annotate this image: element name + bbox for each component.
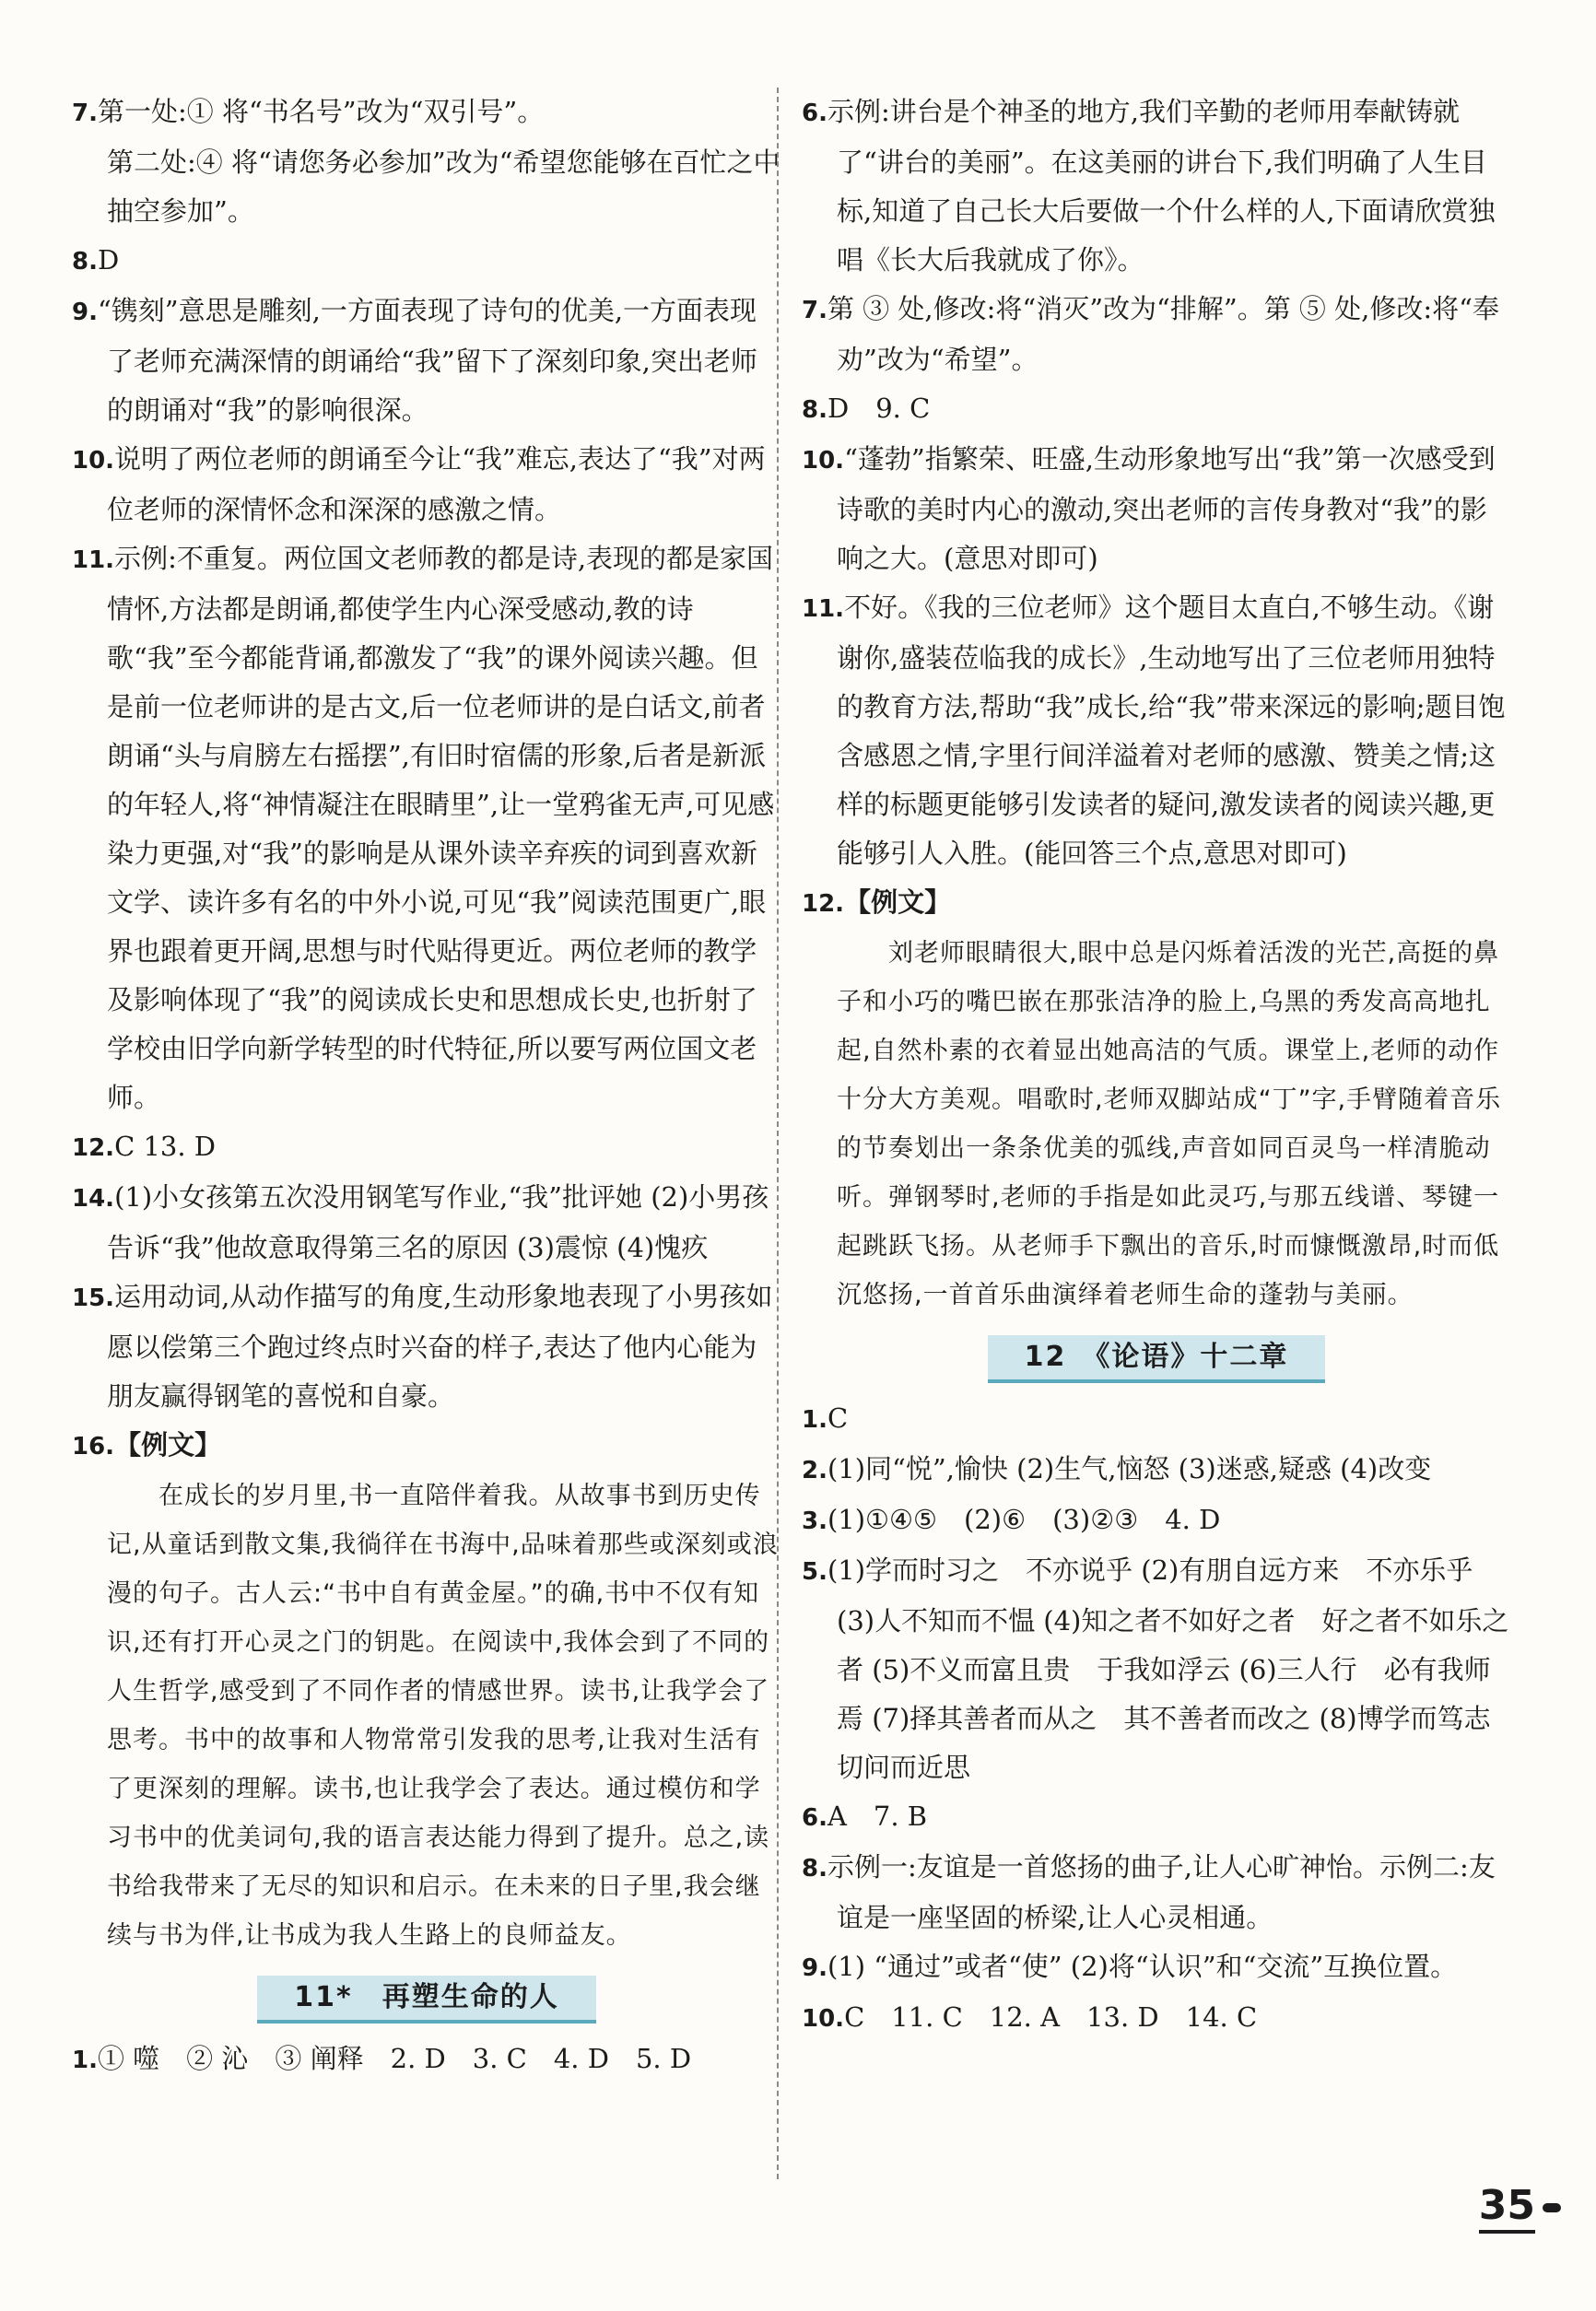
answer-text: 不好。《我的三位老师》这个题目太直白,不够生动。《谢谢你,盛装莅临我的成长》,生动地写出了三位老师用独特的教育方法,帮助“我”成长,给“我”带来深远的影响;题目饱含感恩之情,字里行间洋溢着对老师的感激、赞美之情;这样的标题更能够引发读者的疑问,激发读者的阅读兴趣,更能够引人入胜。(能回答三个点,意思对即可)	[837, 592, 1506, 869]
answer-number: 15.	[72, 1285, 115, 1312]
answer-text: 第 ③ 处,修改:将“消灭”改为“排解”。第 ⑤ 处,修改:将“奉劝”改为“希望”。	[827, 293, 1499, 375]
right-column	[802, 88, 1518, 2044]
answer-8	[802, 384, 1511, 435]
answer-2	[802, 1445, 1511, 1496]
answer-text: C 11. C 12. A 13. D 14. C	[844, 2001, 1258, 2033]
answer-16	[72, 1421, 781, 1472]
answer-text: 【例文】	[844, 886, 952, 918]
answer-number: 5.	[802, 1558, 827, 1586]
answer-text: C	[827, 1402, 849, 1434]
page-number	[1479, 2182, 1561, 2234]
answer-number: 8.	[802, 1855, 827, 1883]
answer-text: (1) “通过”或者“使” (2)将“认识”和“交流”互换位置。	[827, 1951, 1458, 1982]
answer-number: 8.	[802, 396, 827, 424]
answer-number: 2.	[802, 1457, 827, 1484]
answer-9	[72, 287, 781, 435]
answer-text: 示例一:友谊是一首悠扬的曲子,让人心旷神怡。示例二:友谊是一座坚固的桥梁,让人心灵相通。	[827, 1851, 1496, 1933]
answer-text: ① 噬 ② 沁 ③ 阐释 2. D 3. C 4. D 5. D	[97, 2043, 692, 2074]
answer-8	[802, 1843, 1511, 1942]
answer-text: 示例:不重复。两位国文老师教的都是诗,表现的都是家国情怀,方法都是朗诵,都使学生内心深受感动,教的诗歌“我”至今都能背诵,都激发了“我”的课外阅读兴趣。但是前一位老师讲的是古文,后一位老师讲的是白话文,前者朗诵“头与肩膀左右摇摆”,有旧时宿儒的形象,后者是新派的年轻人,将“神情凝注在眼睛里”,让一堂鸦雀无声,可见感染力更强,对“我”的影响是从课外读辛弃疾的词到喜欢新文学、读许多有名的中外小说,可见“我”阅读范围更广,眼界也跟着更开阔,思想与时代贴得更近。两位老师的教学及影响体现了“我”的阅读成长史和思想成长史,也折射了学校由旧学向新学转型的时代特征,所以要写两位国文老师。	[107, 543, 775, 1113]
answer-6	[802, 88, 1511, 285]
answer-text: D	[97, 244, 120, 276]
answer-number: 1.	[72, 2047, 98, 2074]
page-number-text: 35	[1479, 2182, 1535, 2234]
answer-number: 9.	[72, 299, 98, 326]
answer-10	[72, 435, 781, 534]
answer-8	[72, 236, 781, 287]
column-divider	[777, 88, 779, 2179]
answer-3	[802, 1496, 1511, 1546]
answer-text: (1)①④⑤ (2)⑥ (3)②③ 4. D	[827, 1504, 1221, 1535]
answer-number: 14.	[72, 1185, 115, 1213]
answer-number: 1.	[802, 1406, 827, 1434]
example-essay: 在成长的岁月里,书一直陪伴着我。从故事书到历史传记,从童话到散文集,我徜徉在书海中,品味着那些或深刻或浪漫的句子。古人云:“书中自有黄金屋。”的确,书中不仅有知识,还有打开心灵之门的钥匙。在阅读中,我体会到了不同的人生哲学,感受到了不同作者的情感世界。读书,让我学会了思考。书中的故事和人物常常引发我的思考,让我对生活有了更深刻的理解。读书,也让我学会了表达。通过模仿和学习书中的优美词句,我的语言表达能力得到了提升。总之,读书给我带来了无尽的知识和启示。在未来的日子里,我会继续与书为伴,让书成为我人生路上的良师益友。	[107, 1482, 779, 1950]
answer-text: 说明了两位老师的朗诵至今让“我”难忘,表达了“我”对两位老师的深情怀念和深深的感激之情。	[107, 443, 766, 525]
answer-7-continued: 第二处:④ 将“请您务必参加”改为“希望您能够在百忙之中抽空参加”。	[107, 147, 780, 227]
answer-text: 运用动词,从动作描写的角度,生动形象地表现了小男孩如愿以偿第三个跑过终点时兴奋的样子,表达了他内心能为朋友赢得钢笔的喜悦和自豪。	[107, 1281, 773, 1412]
answer-number: 8.	[72, 248, 98, 276]
answer-number: 10.	[802, 447, 845, 475]
answer-number: 7.	[802, 297, 827, 324]
answer-line	[72, 2035, 781, 2085]
answer-6	[802, 1792, 1511, 1843]
answer-number: 10.	[802, 2005, 845, 2033]
answer-11	[802, 583, 1511, 878]
answer-9	[802, 1942, 1511, 1993]
section-heading-wrap	[802, 1332, 1511, 1383]
section-heading-wrap	[72, 1973, 781, 2024]
answer-11	[72, 534, 781, 1122]
answer-number: 3.	[802, 1507, 827, 1535]
answer-text: D 9. C	[827, 393, 931, 424]
answer-text: 示例:讲台是个神圣的地方,我们辛勤的老师用奉献铸就了“讲台的美丽”。在这美丽的讲台下,我们明确了人生目标,知道了自己长大后要做一个什么样的人,下面请欣赏独唱《长大后我就成了你》。	[827, 96, 1496, 276]
answer-text: A 7. B	[827, 1801, 928, 1832]
answer-14	[72, 1173, 781, 1273]
answer-1	[802, 1394, 1511, 1445]
answer-number: 6.	[802, 100, 827, 127]
answer-12	[802, 878, 1511, 929]
answer-number: 12.	[802, 890, 845, 918]
answer-15	[72, 1273, 781, 1421]
answer-text: “蓬勃”指繁荣、旺盛,生动形象地写出“我”第一次感受到诗歌的美时内心的激动,突出老师的言传身教对“我”的影响之大。(意思对即可)	[837, 443, 1496, 574]
answer-text: “镌刻”意思是雕刻,一方面表现了诗句的优美,一方面表现了老师充满深情的朗诵给“我”留下了深刻印象,突出老师的朗诵对“我”的影响很深。	[97, 295, 757, 426]
answer-10	[802, 435, 1511, 583]
section-heading: 11* 再塑生命的人	[257, 1976, 595, 2024]
answer-number: 6.	[802, 1804, 827, 1832]
answer-text: (1)小女孩第五次没用钢笔写作业,“我”批评她 (2)小男孩告诉“我”他故意取得第三名的原因 (3)震惊 (4)愧疚	[107, 1181, 769, 1263]
section-heading: 12 《论语》十二章	[988, 1335, 1326, 1383]
answer-text: (1)同“悦”,愉快 (2)生气,恼怒 (3)迷惑,疑惑 (4)改变	[827, 1453, 1432, 1484]
answer-number: 11.	[802, 595, 845, 623]
page-marker-icon	[1543, 2203, 1561, 2212]
answer-number: 16.	[72, 1433, 115, 1461]
answer-12	[72, 1122, 781, 1173]
answer-number: 9.	[802, 1954, 827, 1982]
answer-number: 7.	[72, 100, 98, 127]
answer-text: 【例文】	[114, 1429, 222, 1461]
example-essay: 刘老师眼睛很大,眼中总是闪烁着活泼的光芒,高挺的鼻子和小巧的嘴巴嵌在那张洁净的脸上,乌黑的秀发高高地扎起,自然朴素的衣着显出她高洁的气质。课堂上,老师的动作十分大方美观。唱歌时,老师双脚站成“丁”字,手臂随着音乐的节奏划出一条条优美的弧线,声音如同百灵鸟一样清脆动听。弹钢琴时,老师的手指是如此灵巧,与那五线谱、琴键一起跳跃飞扬。从老师手下飘出的音乐,时而慷慨激昂,时而低沉悠扬,一首首乐曲演绎着老师生命的蓬勃与美丽。	[837, 939, 1502, 1309]
answer-number: 11.	[72, 546, 115, 574]
answer-7	[72, 88, 781, 138]
answer-number: 10.	[72, 447, 115, 475]
answer-5	[802, 1546, 1518, 1792]
answer-text: C 13. D	[114, 1131, 217, 1162]
answer-text: 第一处:① 将“书名号”改为“双引号”。	[97, 96, 545, 127]
answer-7	[802, 285, 1511, 384]
answer-number: 12.	[72, 1134, 115, 1162]
left-column	[72, 88, 781, 2085]
answer-10	[802, 1993, 1511, 2044]
answer-text: (1)学而时习之 不亦说乎 (2)有朋自远方来 不亦乐乎 (3)人不知而不愠 (4)知之者不如好之者 好之者不如乐之者 (5)不义而富且贵 于我如浮云 (6)三人行 必有我师焉 (7)择其善者而从之 其不善者而改之 (8)博学而笃志 切问而近思	[827, 1554, 1518, 1783]
